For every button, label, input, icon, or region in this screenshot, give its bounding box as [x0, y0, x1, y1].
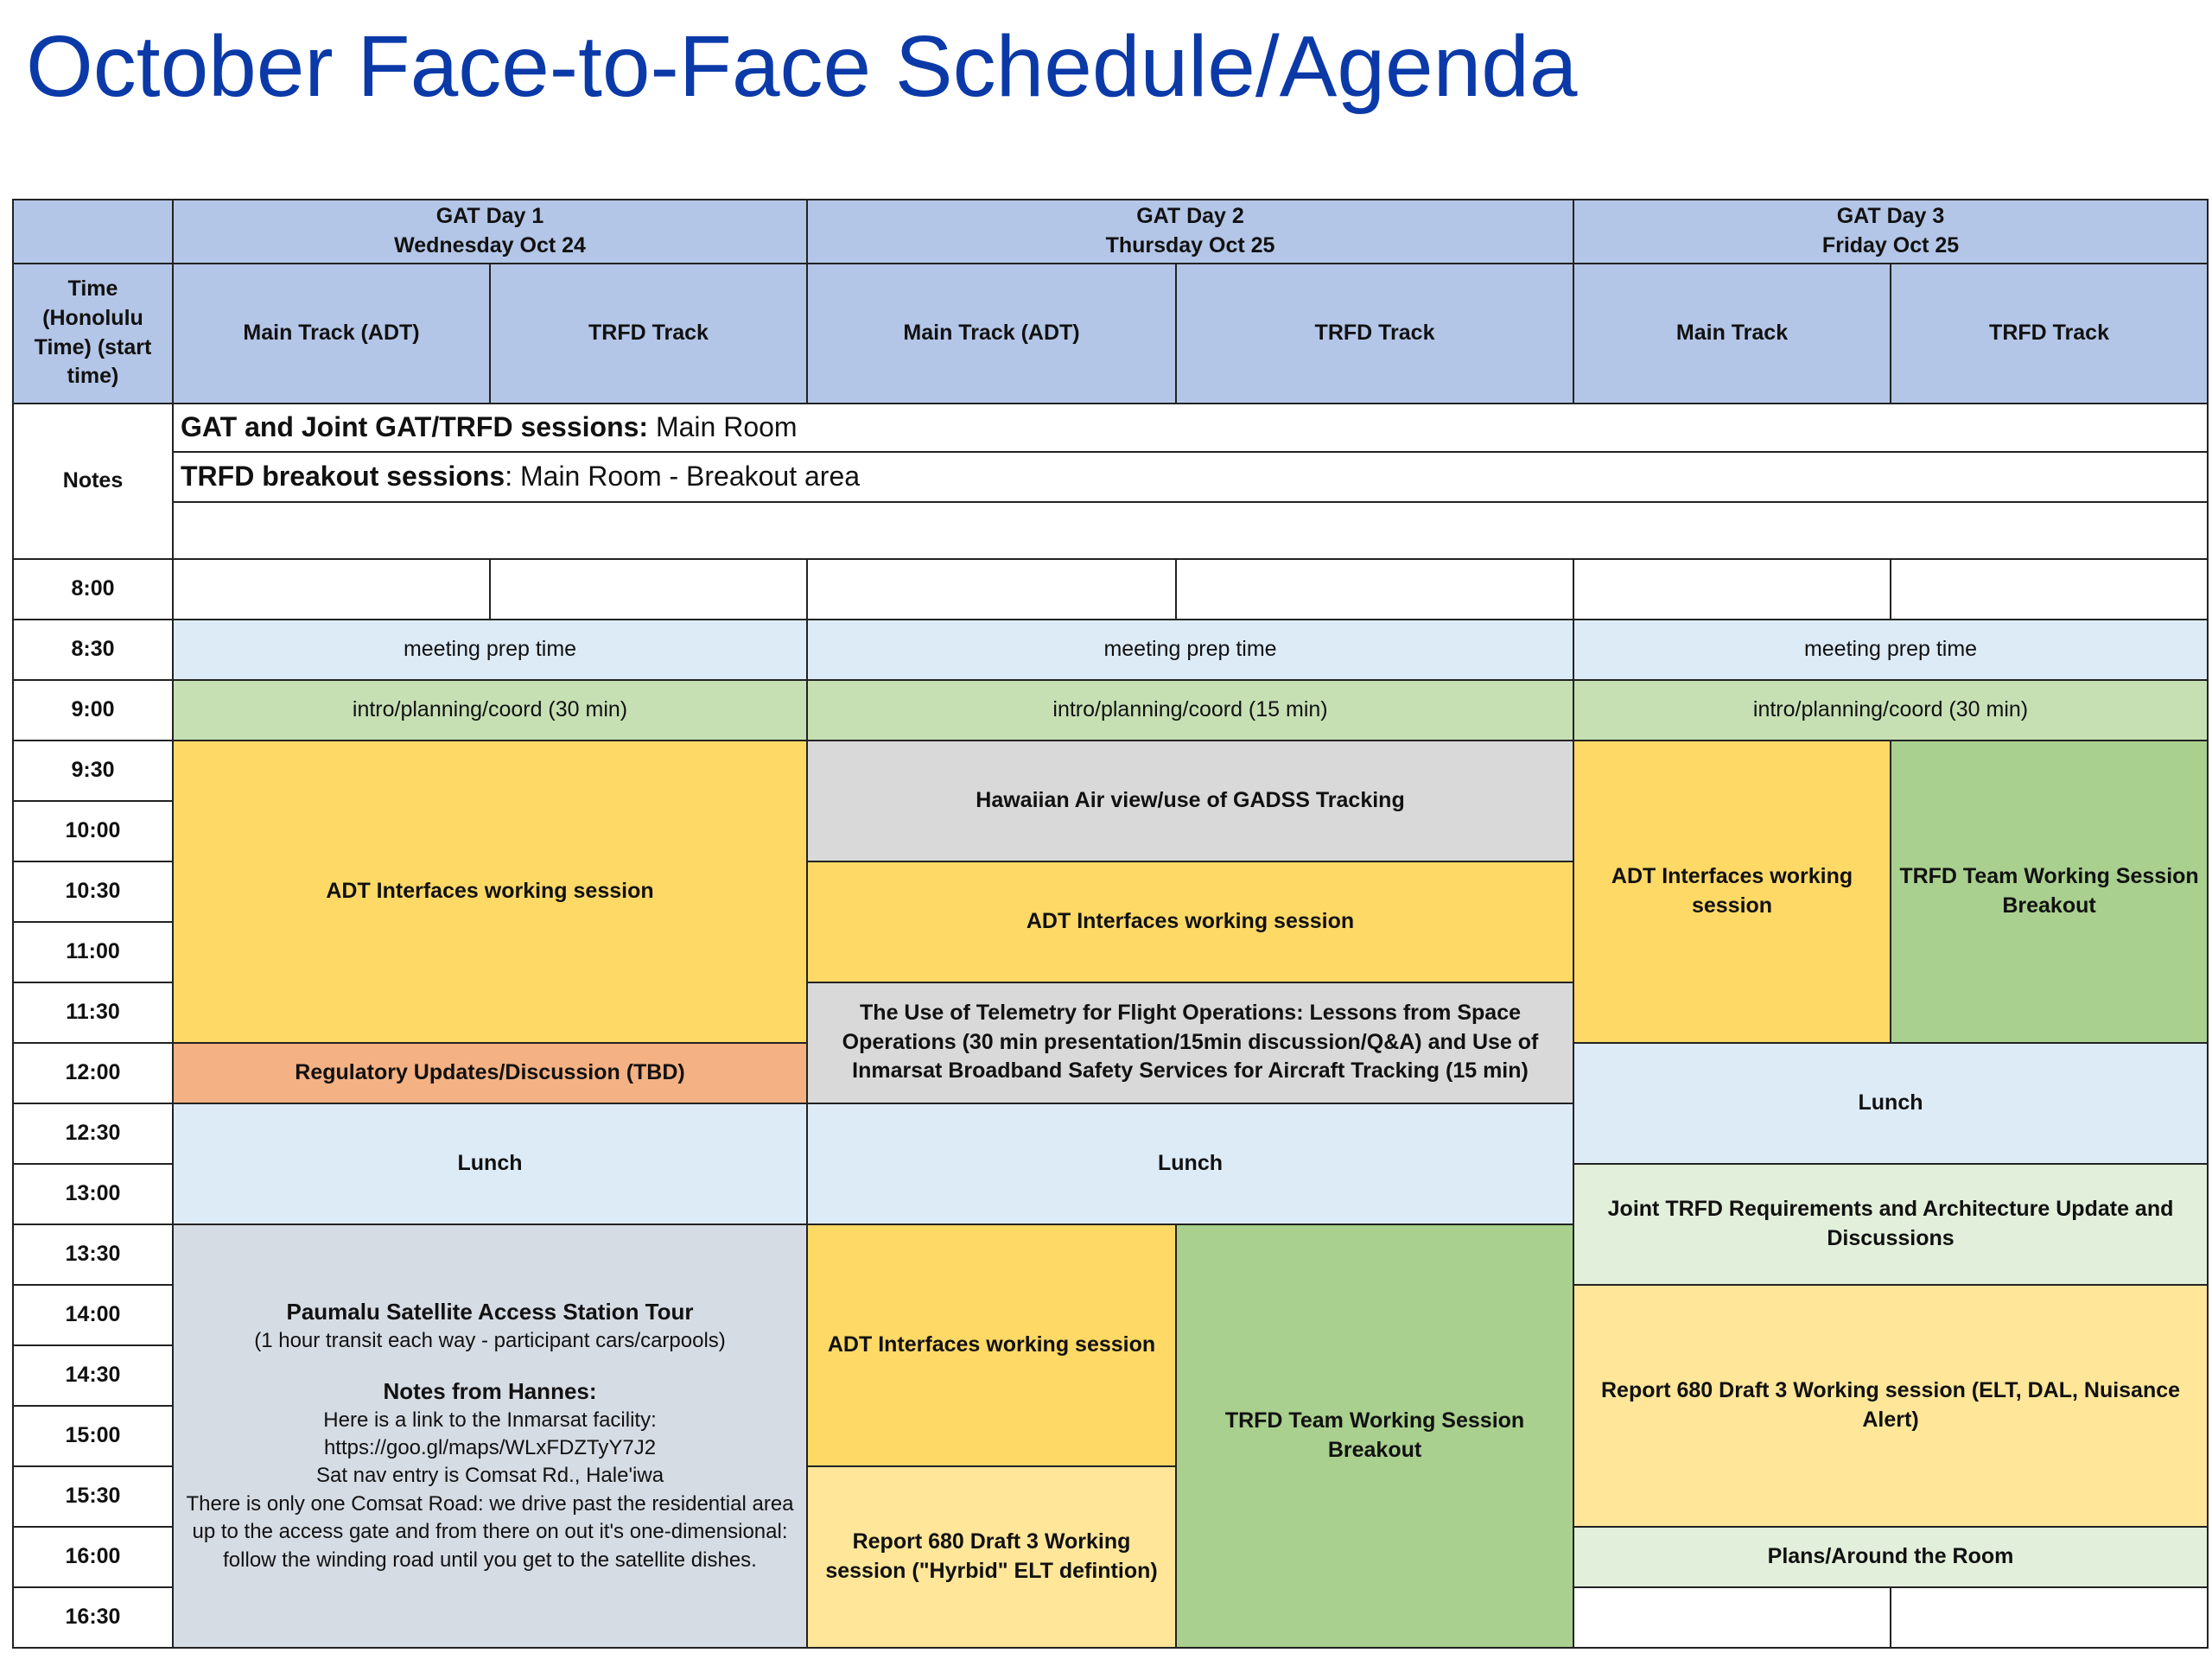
day2-header: [807, 200, 1573, 264]
day3-joint-session: Joint TRFD Requirements and Architecture Update and Discussions: [1573, 1164, 2208, 1285]
empty-cell: [807, 559, 1176, 620]
time-slot: 15:00: [13, 1406, 173, 1466]
day3-lunch: Lunch: [1573, 1043, 2208, 1164]
empty-cell: [1891, 1587, 2208, 1648]
day3-intro-session: intro/planning/coord (30 min): [1573, 680, 2208, 741]
day2-date: Thursday Oct 25: [1105, 232, 1275, 257]
time-slot: 9:30: [13, 741, 173, 801]
day2-label: GAT Day 2: [1136, 204, 1244, 228]
empty-cell: [1891, 559, 2208, 620]
time-slot: 16:00: [13, 1527, 173, 1587]
day3-prep-session: meeting prep time: [1573, 620, 2208, 680]
time-slot: 16:30: [13, 1587, 173, 1648]
day2-telemetry-session: The Use of Telemetry for Flight Operations: Lessons from Space Operations (30 min presentation/15min discussion/Q&A) and Use of Inmarsat Broadband Safety Services for Aircraft Tracking (15 min): [807, 982, 1573, 1103]
time-slot: 13:00: [13, 1164, 173, 1224]
day1-prep-session: meeting prep time: [173, 620, 807, 680]
day2-report-session: Report 680 Draft 3 Working session ("Hyrbid" ELT defintion): [807, 1466, 1176, 1648]
empty-cell: [1573, 559, 1891, 620]
time-slot: 12:00: [13, 1043, 173, 1103]
day2-adt-pm-session: ADT Interfaces working session: [807, 1224, 1176, 1466]
page-title: October Face-to-Face Schedule/Agenda: [26, 18, 1578, 115]
notes-label: Notes: [13, 404, 173, 559]
time-slot: 14:00: [13, 1285, 173, 1345]
day2-hawaiian-air-session: Hawaiian Air view/use of GADSS Tracking: [807, 741, 1573, 861]
day3-main-track-header: Main Track: [1573, 264, 1891, 404]
day1-trfd-track-header: TRFD Track: [490, 264, 807, 404]
time-slot: 13:30: [13, 1224, 173, 1285]
day3-trfd-session: TRFD Team Working Session Breakout: [1891, 741, 2208, 1043]
time-slot: 15:30: [13, 1466, 173, 1527]
time-slot: 9:00: [13, 680, 173, 741]
day3-date: Friday Oct 25: [1821, 232, 1960, 257]
time-slot: 10:00: [13, 801, 173, 861]
schedule-table: [12, 199, 2209, 1649]
time-slot: 11:30: [13, 982, 173, 1043]
time-slot: 14:30: [13, 1345, 173, 1406]
day2-intro-session: intro/planning/coord (15 min): [807, 680, 1573, 741]
day1-main-track-header: Main Track (ADT): [173, 264, 490, 404]
notes-line-2-text: : Main Room - Breakout area: [505, 460, 861, 492]
day1-tour-session: [173, 1224, 807, 1648]
time-slot: 12:30: [13, 1103, 173, 1164]
day2-prep-session: meeting prep time: [807, 620, 1573, 680]
day3-report-session: Report 680 Draft 3 Working session (ELT, DAL, Nuisance Alert): [1573, 1285, 2208, 1527]
time-slot: 11:00: [13, 922, 173, 982]
empty-cell: [1573, 1587, 1891, 1648]
tour-note-line-1: Here is a link to the Inmarsat facility:: [323, 1408, 657, 1432]
day3-trfd-track-header: TRFD Track: [1891, 264, 2208, 404]
day2-main-track-header: Main Track (ADT): [807, 264, 1176, 404]
tour-notes-heading: Notes from Hannes:: [383, 1377, 597, 1404]
time-column-header: Time (Honolulu Time) (start time): [13, 264, 173, 404]
time-slot: 8:00: [13, 559, 173, 620]
tour-map-link[interactable]: https://goo.gl/maps/WLxFDZTyY7J2: [323, 1436, 657, 1459]
notes-line-2: [173, 452, 2208, 502]
day3-plans-session: Plans/Around the Room: [1573, 1527, 2208, 1587]
day3-adt-session: ADT Interfaces working session: [1573, 741, 1891, 1043]
notes-line-1-bold: GAT and Joint GAT/TRFD sessions:: [181, 410, 649, 442]
empty-cell: [1176, 559, 1573, 620]
notes-line-1-text: Main Room: [648, 410, 798, 442]
day2-trfd-track-header: TRFD Track: [1176, 264, 1573, 404]
header-corner: [13, 200, 173, 264]
tour-note-line-3: Sat nav entry is Comsat Rd., Hale'iwa: [315, 1464, 664, 1488]
notes-line-1: [173, 404, 2208, 452]
time-slot: 8:30: [13, 620, 173, 680]
day1-date: Wednesday Oct 24: [394, 232, 586, 257]
day1-regulatory-session: Regulatory Updates/Discussion (TBD): [173, 1043, 807, 1103]
day1-label: GAT Day 1: [435, 204, 544, 228]
notes-line-2-bold: TRFD breakout sessions: [181, 460, 505, 492]
notes-blank-line: [173, 502, 2208, 559]
day2-trfd-pm-session: TRFD Team Working Session Breakout: [1176, 1224, 1573, 1648]
day3-label: GAT Day 3: [1836, 204, 1945, 228]
day1-lunch: Lunch: [173, 1103, 807, 1224]
empty-cell: [173, 559, 490, 620]
day2-lunch: Lunch: [807, 1103, 1573, 1224]
tour-title: Paumalu Satellite Access Station Tour: [286, 1299, 694, 1325]
day3-header: [1573, 200, 2208, 264]
time-slot: 10:30: [13, 861, 173, 922]
day2-adt-session: ADT Interfaces working session: [807, 861, 1573, 982]
tour-subtitle: (1 hour transit each way - participant cars/carpools): [254, 1329, 726, 1353]
tour-note-line-4: There is only one Comsat Road: we drive past the residential area up to the access gate and from there on out it's one-dimensional: follow the winding road until you get to the satellite dishes.: [186, 1491, 794, 1572]
day1-header: [173, 200, 807, 264]
day1-adt-session: ADT Interfaces working session: [173, 741, 807, 1043]
day1-intro-session: intro/planning/coord (30 min): [173, 680, 807, 741]
empty-cell: [490, 559, 807, 620]
tour-spacer: [181, 1356, 799, 1376]
